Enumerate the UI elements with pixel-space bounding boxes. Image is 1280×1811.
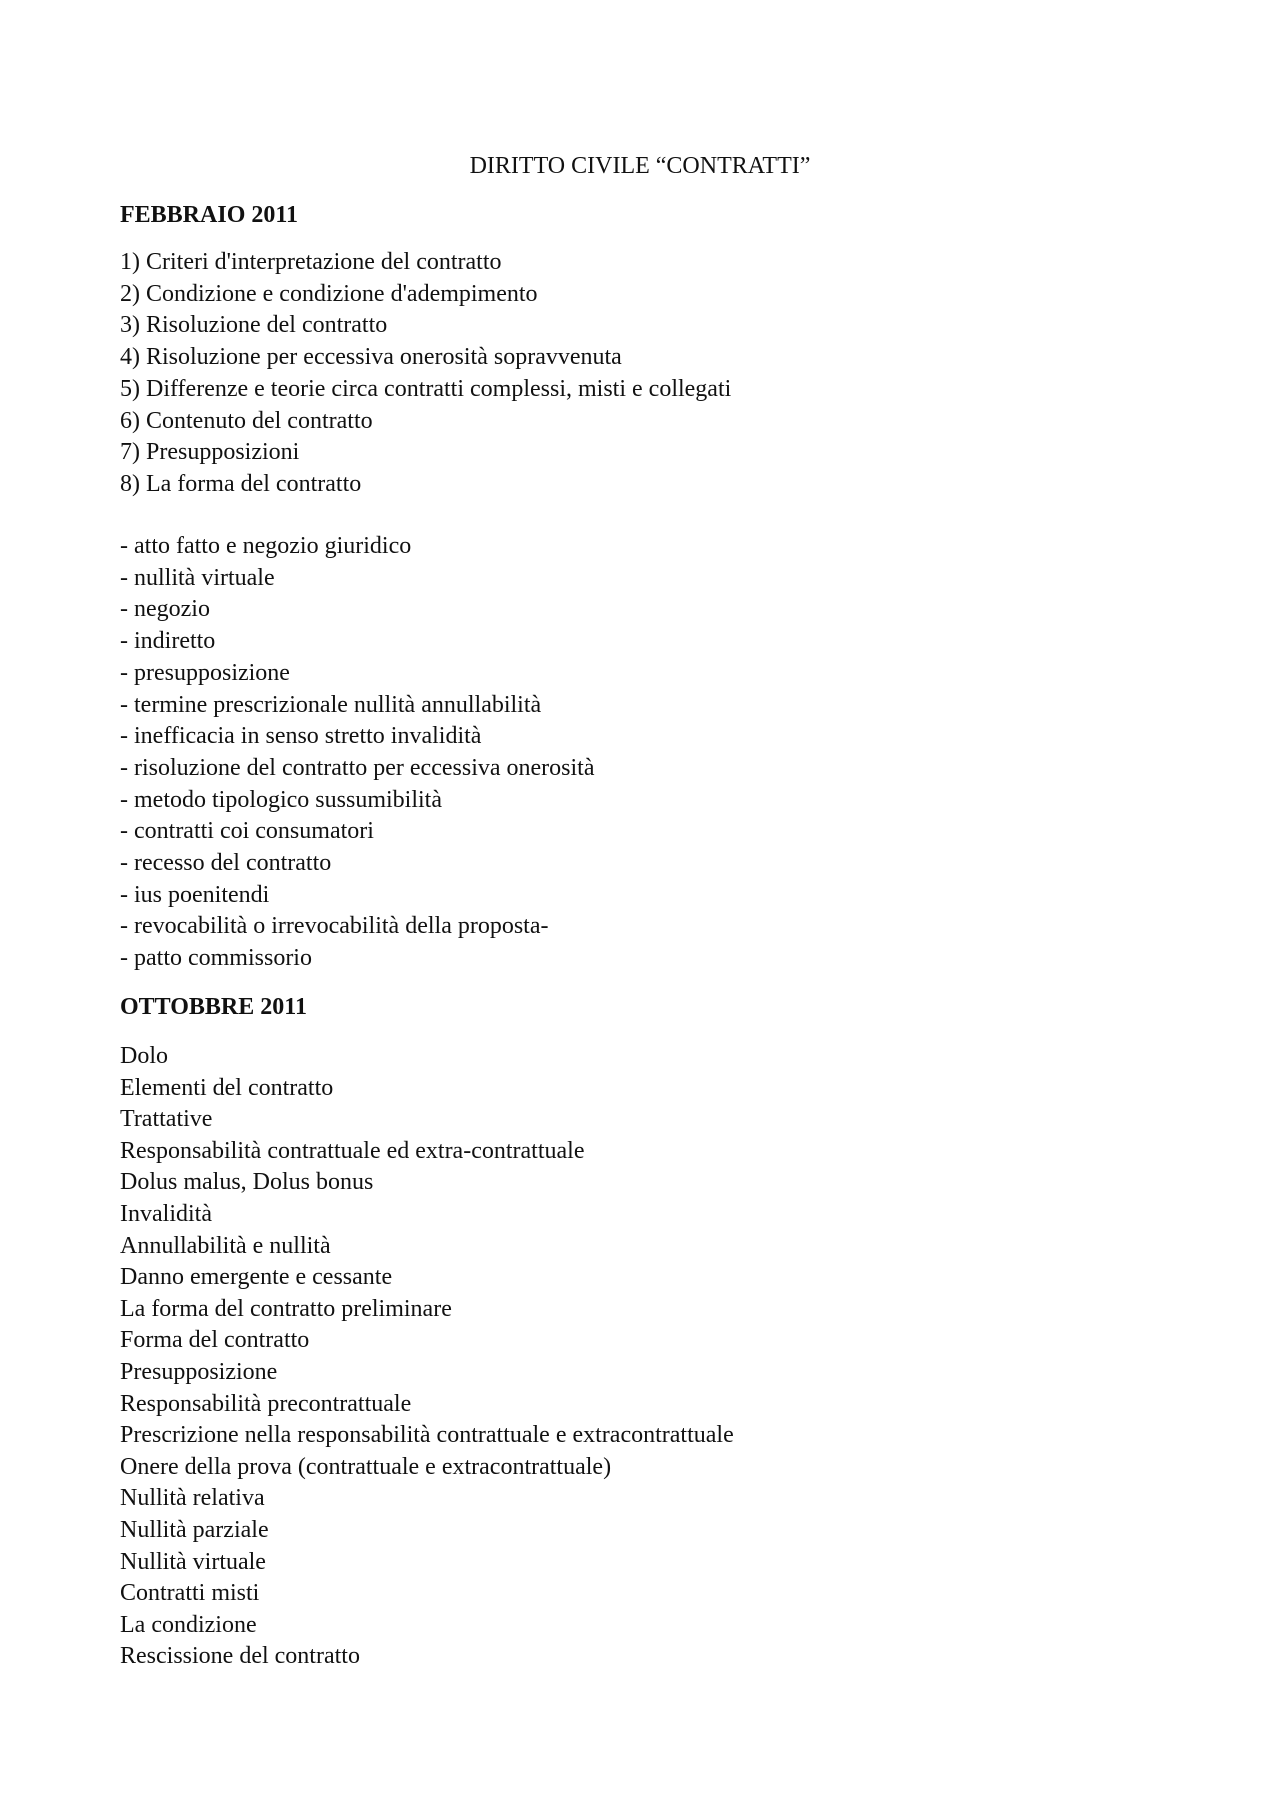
list-item: Dolus malus, Dolus bonus: [120, 1169, 374, 1196]
list-item: - inefficacia in senso stretto invalidità: [120, 723, 482, 750]
list-item: Trattative: [120, 1106, 213, 1133]
list-item: - termine prescrizionale nullità annullabilità: [120, 691, 542, 718]
list-item: 1) Criteri d'interpretazione del contratto: [120, 249, 502, 275]
list-item: Nullità virtuale: [120, 1548, 266, 1575]
list-item: 6) Contenuto del contratto: [120, 407, 373, 434]
document-title: DIRITTO CIVILE “CONTRATTI”: [469, 153, 811, 179]
list-item: Onere della prova (contrattuale e extracontrattuale): [120, 1453, 612, 1480]
list-item: Forma del contratto: [120, 1327, 310, 1354]
list-item: La condizione: [120, 1611, 257, 1638]
list-item: 8) La forma del contratto: [120, 470, 362, 497]
list-item: Dolo: [120, 1043, 168, 1069]
list-item: Rescissione del contratto: [120, 1643, 360, 1670]
list-item: Nullità relativa: [120, 1485, 265, 1512]
list-item: La forma del contratto preliminare: [120, 1295, 452, 1322]
list-item: Nullità parziale: [120, 1516, 269, 1543]
section-heading-febbraio: FEBBRAIO 2011: [120, 202, 299, 228]
numbered-topic-list: [120, 247, 731, 501]
list-item: - contratti coi consumatori: [120, 818, 374, 845]
list-item: Danno emergente e cessante: [120, 1264, 393, 1291]
section-heading-ottobbre: OTTOBBRE 2011: [120, 994, 307, 1020]
dash-topic-list: [120, 531, 594, 975]
list-item: Invalidità: [120, 1200, 212, 1227]
list-item: Annullabilità e nullità: [120, 1232, 331, 1259]
list-item: Prescrizione nella responsabilità contrattuale e extracontrattuale: [120, 1422, 734, 1449]
list-item: - metodo tipologico sussumibilità: [120, 786, 442, 813]
list-item: 3) Risoluzione del contratto: [120, 312, 388, 339]
list-item: Responsabilità precontrattuale: [120, 1390, 412, 1417]
list-item: - recesso del contratto: [120, 850, 332, 877]
list-item: Elementi del contratto: [120, 1074, 334, 1101]
list-item: - negozio: [120, 596, 210, 623]
list-item: - indiretto: [120, 628, 216, 655]
list-item: - revocabilità o irrevocabilità della proposta-: [120, 913, 549, 940]
list-item: - patto commissorio: [120, 945, 312, 972]
list-item: - presupposizione: [120, 659, 290, 686]
list-item: 4) Risoluzione per eccessiva onerosità sopravvenuta: [120, 344, 622, 371]
list-item: 2) Condizione e condizione d'adempimento: [120, 280, 538, 307]
list-item: - ius poenitendi: [120, 881, 270, 908]
list-item: - nullità virtuale: [120, 564, 275, 591]
list-item: 5) Differenze e teorie circa contratti complessi, misti e collegati: [120, 375, 732, 402]
october-topic-list: [120, 1041, 734, 1673]
list-item: Contratti misti: [120, 1580, 260, 1607]
list-item: Presupposizione: [120, 1358, 278, 1385]
list-item: 7) Presupposizioni: [120, 439, 300, 466]
list-item: - atto fatto e negozio giuridico: [120, 533, 412, 559]
list-item: - risoluzione del contratto per eccessiva onerosità: [120, 754, 595, 781]
list-item: Responsabilità contrattuale ed extra-contrattuale: [120, 1137, 585, 1164]
